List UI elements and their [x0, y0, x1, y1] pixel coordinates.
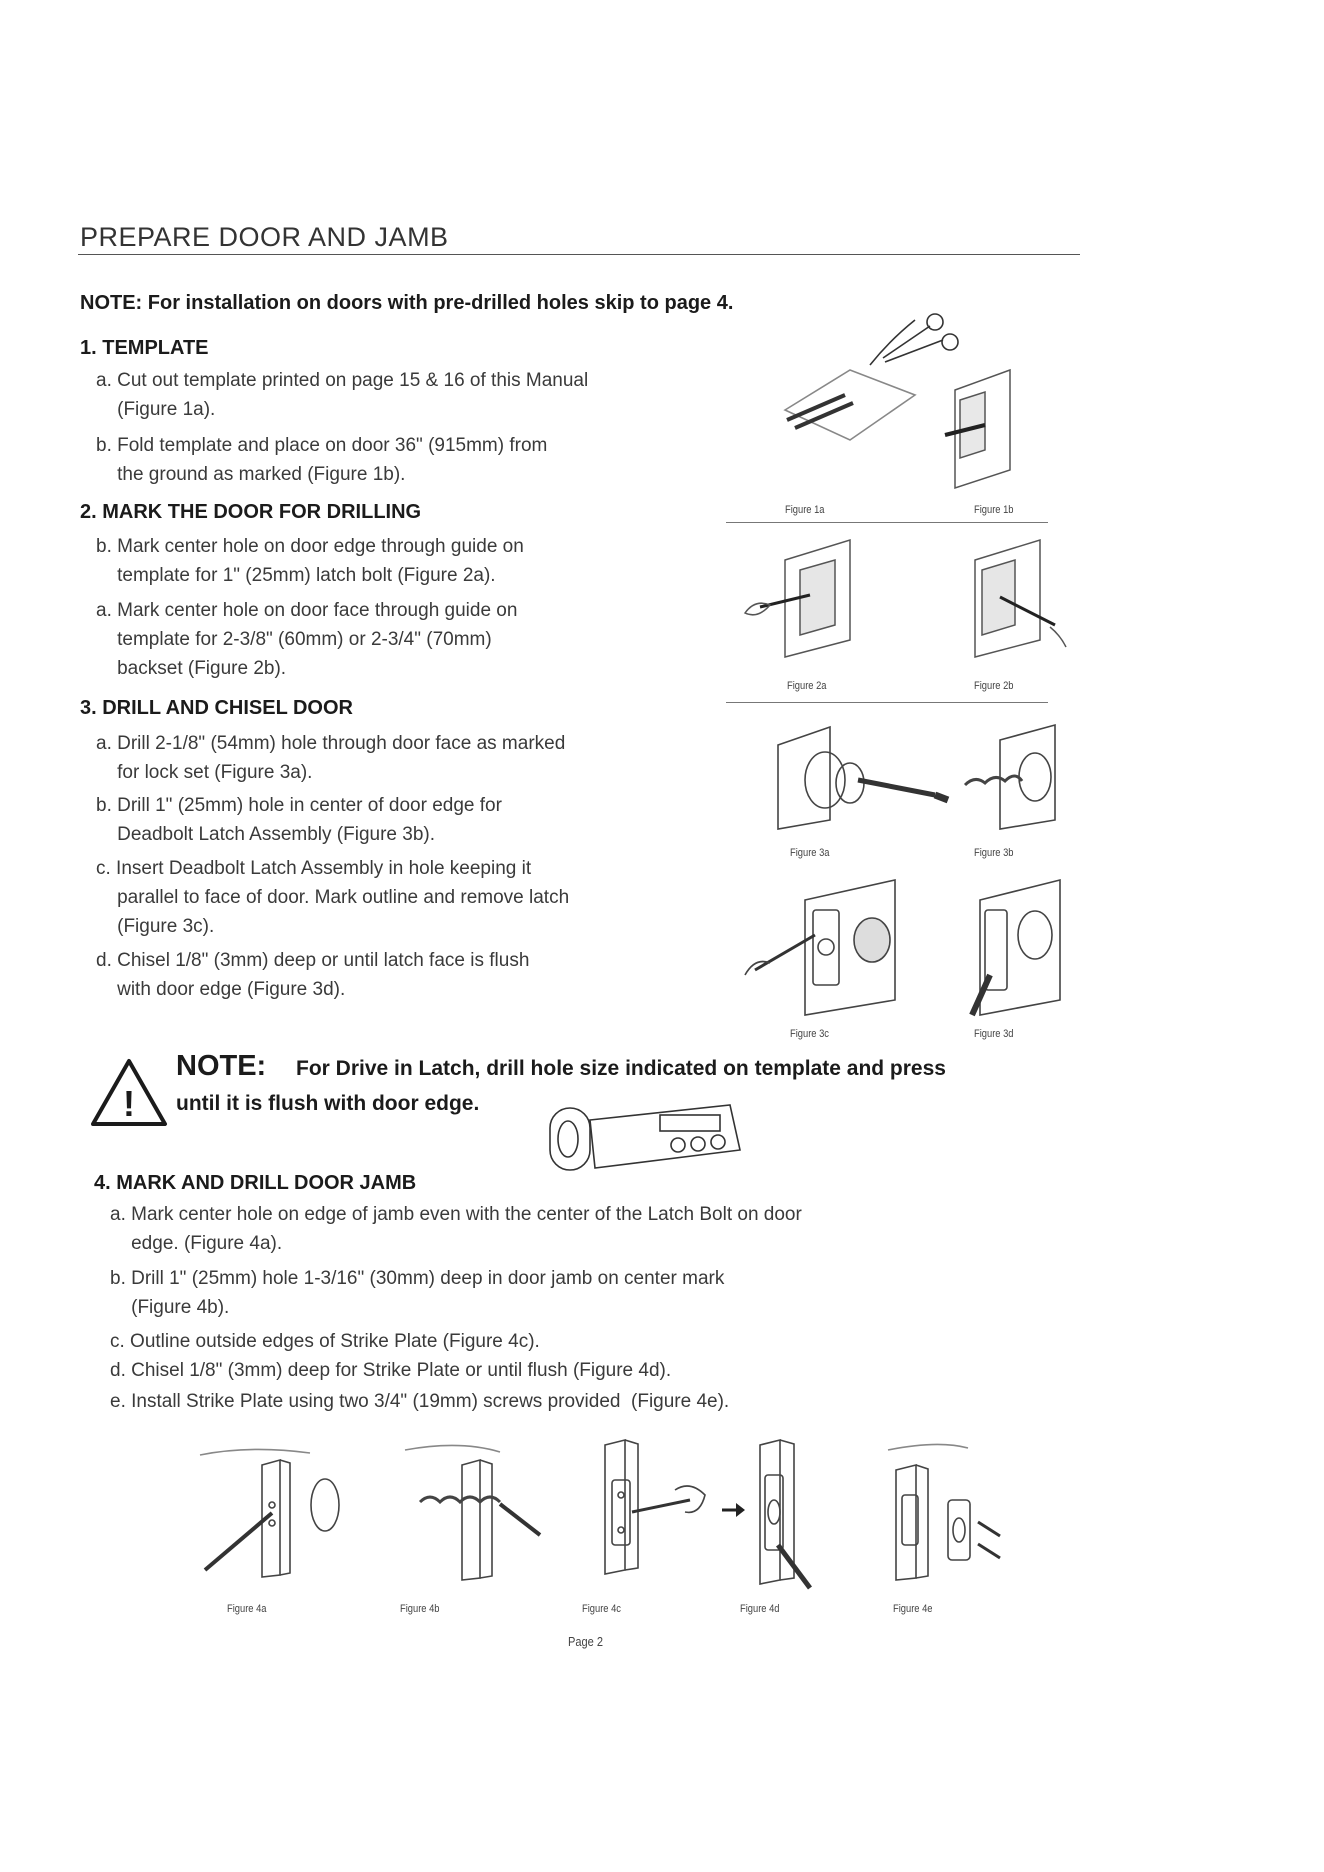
- step-1b: b. Fold template and place on door 36" (915mm) from the ground as marked (Figure 1b).: [96, 435, 548, 485]
- page-title: PREPARE DOOR AND JAMB: [80, 222, 449, 252]
- step-3b: b. Drill 1" (25mm) hole in center of door edge for Deadbolt Latch Assembly (Figure 3b).: [96, 795, 502, 845]
- note-text-line2: until it is flush with door edge.: [176, 1092, 480, 1115]
- section-1-heading: 1. TEMPLATE: [80, 337, 209, 359]
- figure-1a-label: Figure 1a: [785, 504, 825, 516]
- figure-4d-illustration: [740, 1440, 830, 1590]
- figure-divider-2: [726, 702, 1048, 703]
- figure-3a-label: Figure 3a: [790, 847, 830, 859]
- step-4a: a. Mark center hole on edge of jamb even with the center of the Latch Bolt on door edge. (Figure 4a).: [110, 1204, 802, 1254]
- figure-4b-illustration: [400, 1440, 550, 1580]
- svg-text:!: !: [123, 1083, 135, 1124]
- figure-1b-illustration: [940, 370, 1040, 490]
- drive-in-latch-illustration: [540, 1100, 750, 1180]
- section-3-heading: 3. DRILL AND CHISEL DOOR: [80, 697, 353, 719]
- note-predrilled: NOTE: For installation on doors with pre-drilled holes skip to page 4.: [80, 292, 734, 314]
- step-4e: e. Install Strike Plate using two 3/4" (19mm) screws provided (Figure 4e).: [110, 1391, 730, 1412]
- figure-2b-label: Figure 2b: [974, 680, 1014, 692]
- figure-3c-label: Figure 3c: [790, 1028, 829, 1040]
- step-4d: d. Chisel 1/8" (3mm) deep for Strike Plate or until flush (Figure 4d).: [110, 1360, 672, 1381]
- figure-2b-illustration: [960, 535, 1070, 660]
- step-3d: d. Chisel 1/8" (3mm) deep or until latch face is flush with door edge (Figure 3d).: [96, 950, 530, 1000]
- figure-3c-illustration: [745, 875, 925, 1020]
- note-text-line1: For Drive in Latch, drill hole size indicated on template and press: [296, 1057, 946, 1080]
- step-3c: c. Insert Deadbolt Latch Assembly in hole keeping it parallel to face of door. Mark outline and remove latch (Figure 3c).: [96, 858, 570, 937]
- figure-3d-illustration: [960, 875, 1070, 1020]
- figure-1a-illustration: [765, 300, 965, 500]
- figure-4d-label: Figure 4d: [740, 1603, 780, 1615]
- figure-4a-label: Figure 4a: [227, 1603, 267, 1615]
- figure-2a-label: Figure 2a: [787, 680, 827, 692]
- figure-3d-label: Figure 3d: [974, 1028, 1014, 1040]
- figure-4a-illustration: [190, 1445, 355, 1580]
- figure-3a-illustration: [770, 725, 950, 830]
- step-2b: b. Mark center hole on door edge through guide on template for 1" (25mm) latch bolt (Figure 2a).: [96, 536, 524, 586]
- step-1a: a. Cut out template printed on page 15 & 16 of this Manual (Figure 1a).: [96, 370, 589, 420]
- figure-3b-label: Figure 3b: [974, 847, 1014, 859]
- page-number: Page 2: [568, 1634, 604, 1649]
- figure-2a-illustration: [740, 535, 880, 660]
- step-4c: c. Outline outside edges of Strike Plate (Figure 4c).: [110, 1331, 540, 1352]
- section-4-heading: 4. MARK AND DRILL DOOR JAMB: [94, 1172, 417, 1194]
- figure-4c-illustration: [590, 1440, 710, 1575]
- warning-icon: [90, 1058, 168, 1128]
- note-label: NOTE:: [176, 1050, 267, 1082]
- figure-3b-illustration: [960, 725, 1070, 830]
- figure-1b-label: Figure 1b: [974, 504, 1014, 516]
- figure-4e-illustration: [878, 1440, 1008, 1580]
- figure-4b-label: Figure 4b: [400, 1603, 440, 1615]
- title-rule: [78, 254, 1080, 255]
- figure-4e-label: Figure 4e: [893, 1603, 933, 1615]
- step-2a: a. Mark center hole on door face through guide on template for 2-3/8" (60mm) or 2-3/4" (70mm) backset (Figure 2b).: [96, 600, 518, 679]
- step-3a: a. Drill 2-1/8" (54mm) hole through door face as marked for lock set (Figure 3a).: [96, 733, 566, 783]
- section-2-heading: 2. MARK THE DOOR FOR DRILLING: [80, 501, 422, 523]
- figure-4c-label: Figure 4c: [582, 1603, 621, 1615]
- figure-divider-1: [726, 522, 1048, 523]
- step-4b: b. Drill 1" (25mm) hole 1-3/16" (30mm) deep in door jamb on center mark (Figure 4b).: [110, 1268, 725, 1318]
